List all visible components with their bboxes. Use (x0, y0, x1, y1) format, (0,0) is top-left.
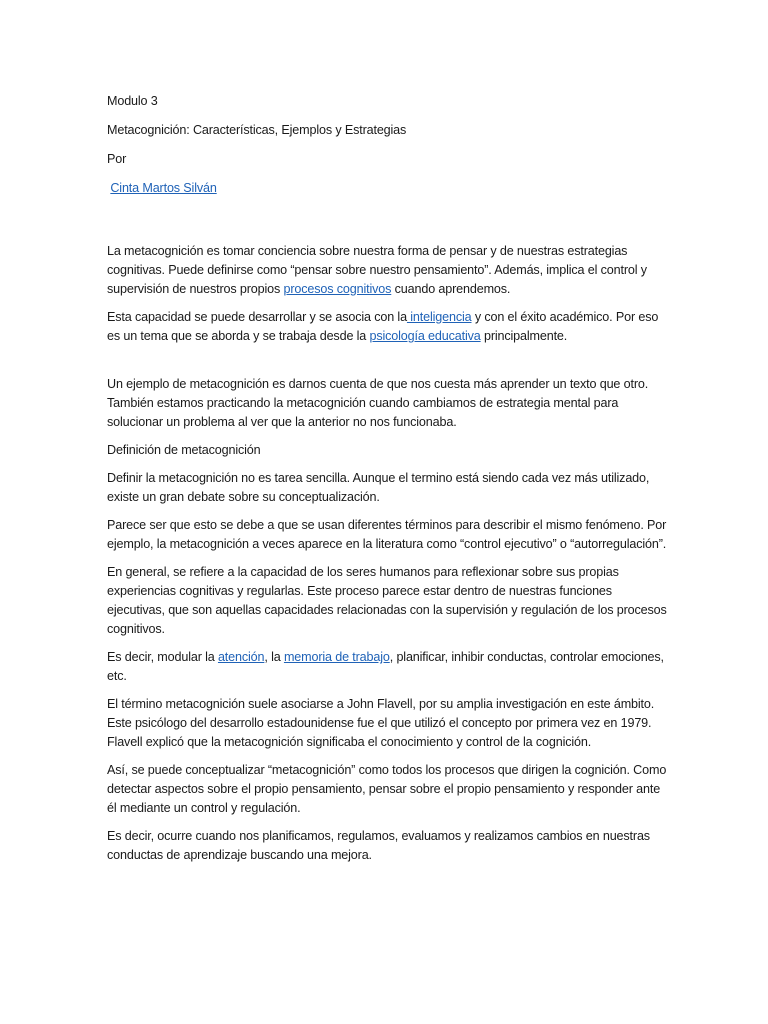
paragraph-capacity (107, 308, 668, 346)
paragraph-text: y con el éxito académico. Por eso es un tema que se aborda y se trabaja desde la (107, 310, 659, 343)
paragraph-intro (107, 242, 668, 299)
link-procesos-cognitivos[interactable]: procesos cognitivos (283, 282, 392, 296)
paragraph-modular (107, 648, 668, 686)
paragraph-general: En general, se refiere a la capacidad de los seres humanos para reflexionar sobre sus propias experiencias cognitivas y regularlas. Este proceso parece estar dentro de nuestras funciones ejecutivas, que son aquellas capacidades relacionadas con la supervisión y regulación de los procesos cognitivos. (107, 565, 667, 636)
paragraph-flavell: El término metacognición suele asociarse a John Flavell, por su amplia investigación en este ámbito. Este psicólogo del desarrollo estadounidense fue el que utilizó el concepto por primera vez en 1979. Flavell explicó que la metacognición significaba el conocimiento y control de la cognición. (107, 697, 655, 749)
paragraph-example: Un ejemplo de metacognición es darnos cuenta de que nos cuesta más aprender un texto que otro. También estamos practicando la metacognición cuando cambiamos de estrategia mental para solucionar un problema al ver que la anterior no nos funcionaba. (107, 377, 649, 429)
paragraph-text: , la (264, 650, 284, 664)
paragraph-text: Esta capacidad se puede desarrollar y se asocia con la (107, 310, 407, 324)
paragraph-conceptualize: Así, se puede conceptualizar “metacognición” como todos los procesos que dirigen la cognición. Como detectar aspectos sobre el propio pensamiento, pensar sobre el propio pensamiento y responder ante él mediante un control y regulación. (107, 763, 667, 815)
link-memoria-de-trabajo[interactable]: memoria de trabajo (283, 650, 390, 664)
paragraph-text: principalmente. (480, 329, 568, 343)
paragraph-definition: Definir la metacognición no es tarea sencilla. Aunque el termino está siendo cada vez más utilizado, existe un gran debate sobre su conceptualización. (107, 471, 650, 504)
paragraph-text: Es decir, modular la (107, 650, 218, 664)
document-title: Metacognición: Características, Ejemplos y Estrategias (107, 123, 407, 137)
byline-label: Por (107, 152, 127, 166)
paragraph-text: cuando aprendemos. (391, 282, 511, 296)
heading-definicion: Definición de metacognición (107, 443, 261, 457)
paragraph-terms: Parece ser que esto se debe a que se usan diferentes términos para describir el mismo fenómeno. Por ejemplo, la metacognición a veces aparece en la literatura como “control ejecutivo” o “autorregulación”. (107, 518, 667, 551)
module-label: Modulo 3 (107, 94, 158, 108)
link-atencion[interactable]: atención (217, 650, 265, 664)
paragraph-text: , planificar, inhibir conductas, controlar emociones, etc. (107, 650, 664, 683)
paragraph-text: La metacognición es tomar conciencia sobre nuestra forma de pensar y de nuestras estrategias cognitivas. Puede definirse como “pensar sobre nuestro pensamiento”. Además, implica el control y supervisión de nuestros propios (107, 244, 647, 296)
link-psicologia-educativa[interactable]: psicología educativa (369, 329, 481, 343)
paragraph-conclusion: Es decir, ocurre cuando nos planificamos, regulamos, evaluamos y realizamos cambios en nuestras conductas de aprendizaje buscando una mejora. (107, 829, 650, 862)
author-link[interactable]: Cinta Martos Silván (110, 181, 217, 195)
link-inteligencia[interactable]: inteligencia (406, 310, 472, 324)
author-line (107, 179, 668, 198)
